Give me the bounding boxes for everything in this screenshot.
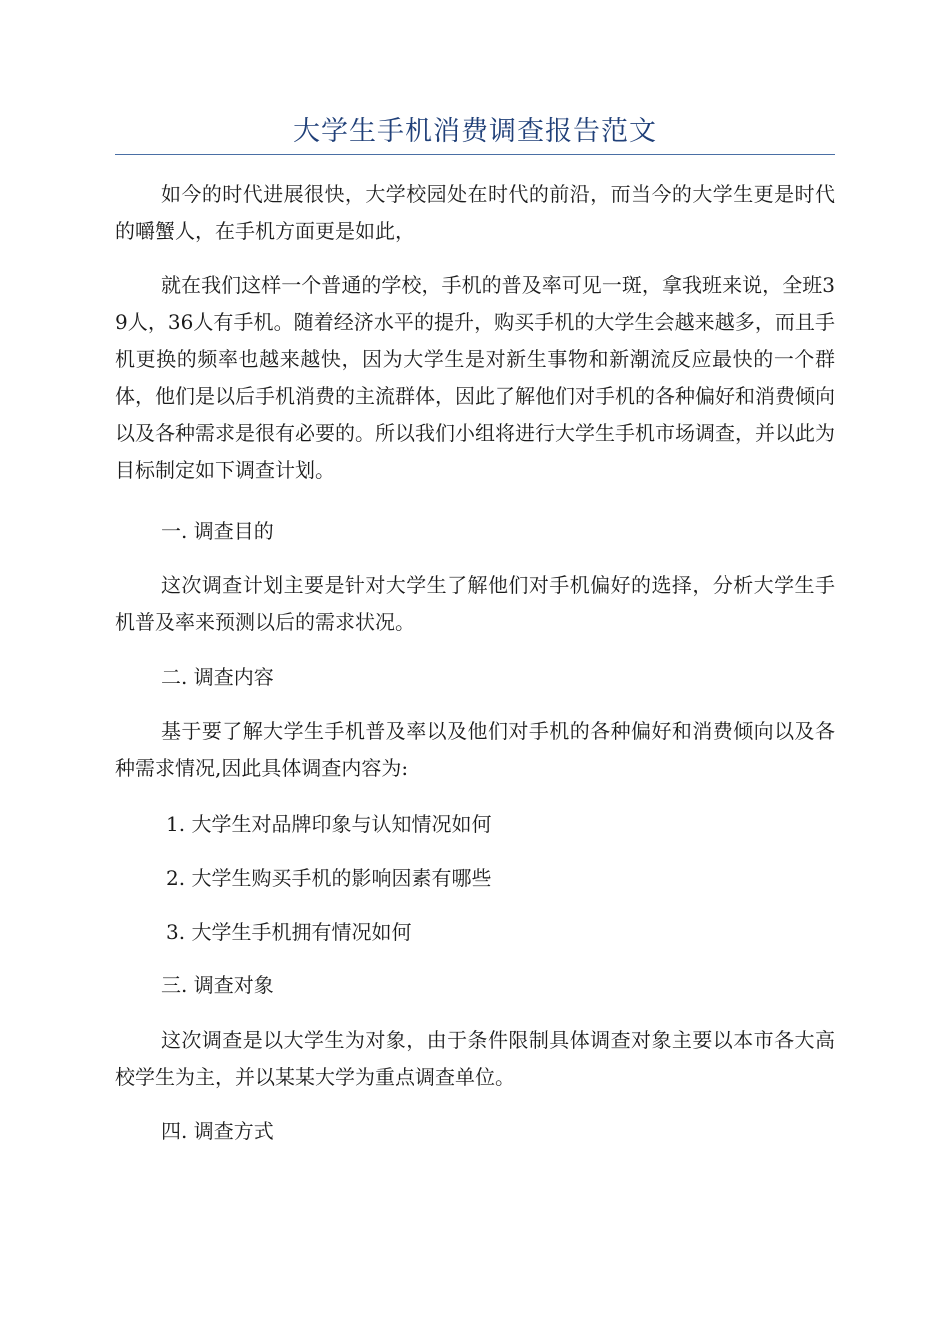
- heading-content: 二. 调查内容: [161, 665, 274, 689]
- purpose-paragraph: 这次调查计划主要是针对大学生了解他们对手机偏好的选择，分析大学生手机普及率来预测以后的需求状况。: [115, 573, 835, 634]
- heading-object: 三. 调查对象: [161, 973, 274, 997]
- content-paragraph: 基于要了解大学生手机普及率以及他们对手机的各种偏好和消费倾向以及各种需求情况,因此具体调查内容为:: [115, 719, 835, 780]
- intro-paragraph: 如今的时代进展很快，大学校园处在时代的前沿，而当今的大学生更是时代的嚼蟹人，在手机方面更是如此，: [115, 182, 835, 243]
- background-paragraph: 就在我们这样一个普通的学校，手机的普及率可见一斑，拿我班来说，全班39人，36人有手机。随着经济水平的提升，购买手机的大学生会越来越多，而且手机更换的频率也越来越快，因为大学生是对新生事物和新潮流反应最快的一个群体，他们是以后手机消费的主流群体，因此了解他们对手机的各种偏好和消费倾向以及各种需求是很有必要的。所以我们小组将进行大学生手机市场调查，并以此为目标制定如下调查计划。: [115, 273, 835, 482]
- heading-method: 四. 调查方式: [161, 1119, 274, 1143]
- list-item: 2. 大学生购买手机的影响因素有哪些: [166, 866, 492, 890]
- object-paragraph: 这次调查是以大学生为对象，由于条件限制具体调查对象主要以本市各大高校学生为主，并以某某大学为重点调查单位。: [115, 1028, 835, 1089]
- list-item: 3. 大学生手机拥有情况如何: [166, 920, 412, 944]
- title-underline: [115, 154, 835, 155]
- list-item: 1. 大学生对品牌印象与认知情况如何: [166, 812, 492, 836]
- heading-purpose: 一. 调查目的: [161, 519, 274, 543]
- document-title: 大学生手机消费调查报告范文: [293, 116, 657, 147]
